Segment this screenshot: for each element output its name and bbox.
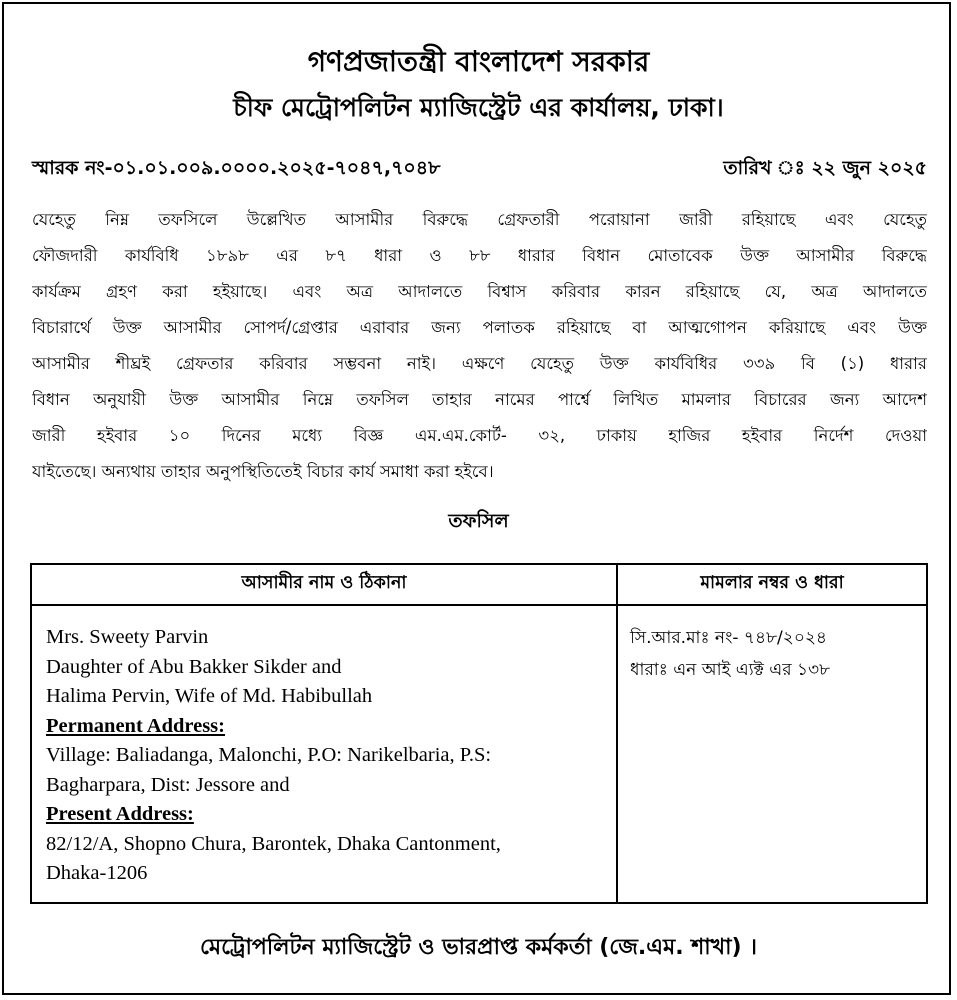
header-case: মামলার নম্বর ও ধারা [617,564,927,605]
present-address-cont: Dhaka-1206 [46,862,148,884]
permanent-address: Village: Baliadanga, Malonchi, P.O: Narikelbaria, P.S: [46,744,492,766]
memo-date: তারিখ ঃ ২২ জুন ২০২৫ [723,157,927,179]
permanent-address-label: Permanent Address: [46,714,225,737]
government-title: গণপ্রজাতন্ত্রী বাংলাদেশ সরকার [307,45,650,78]
body-paragraph [32,202,927,490]
case-cell [617,605,927,903]
accused-cell [31,605,617,903]
case-section: ধারাঃ এন আই এ্যক্ট এর ১৩৮ [630,660,831,680]
permanent-address-cont: Bagharpara, Dist: Jessore and [46,773,290,796]
body-line: যেহেতু নিম্ন তফসিলে উল্লেখিত আসামীর বিরুদ্ধে গ্রেফতারী পরোয়ানা জারী রহিয়াছে এবং যেহেতু [32,210,927,229]
body-line: আসামীর শীঘ্রই গ্রেফতার করিবার সম্ভবনা নাই। এক্ষণে যেহেতু উক্ত কার্যবিধির ৩৩৯ বি (১) ধারার [32,354,927,373]
present-address-label: Present Address: [46,803,194,825]
header-accused: আসামীর নাম ও ঠিকানা [31,564,617,605]
case-number: সি.আর.মাঃ নং- ৭৪৮/২০২৪ [630,628,827,648]
accused-parents-cont: Halima Pervin, Wife of Md. Habibullah [46,685,373,707]
memo-number: স্মারক নং-০১.০১.০০৯.০০০০.২০২৫-৭০৪৭,৭০৪৮ [32,157,441,179]
body-line: যাইতেছে। অন্যথায় তাহার অনুপস্থিতিতেই বিচার কার্য সমাধা করা হইবে। [32,462,494,481]
body-line: ফৌজদারী কার্যবিধি ১৮৯৮ এর ৮৭ ধারা ও ৮৮ ধারার বিধান মোতাবেক উক্ত আসামীর বিরুদ্ধে [32,246,927,265]
memo-row [32,154,927,186]
office-title: চীফ মেট্রোপলিটন ম্যাজিস্ট্রেট এর কার্যালয়, ঢাকা। [233,93,724,122]
body-line: জারী হইবার ১০ দিনের মধ্যে বিজ্ঞ এম.এম.কোর্ট- ৩২, ঢাকায় হাজির হইবার নির্দেশ দেওয়া [32,426,927,445]
body-line: বিধান অনুযায়ী উক্ত আসামীর নিম্নে তফসিল তাহার নামের পার্শ্বে লিখিত মামলার বিচারের জন্য আদেশ [32,390,927,409]
accused-name: Mrs. Sweety Parvin [46,626,209,648]
present-address: 82/12/A, Shopno Chura, Barontek, Dhaka Cantonment, [46,832,501,855]
signatory-line: মেট্রোপলিটন ম্যাজিস্ট্রেট ও ভারপ্রাপ্ত কর্মকর্তা (জে.এম. শাখা) । [199,935,758,960]
table-header-row [31,564,927,605]
table-row [31,605,927,903]
schedule-table [30,563,928,904]
body-line: বিচারার্থে উক্ত আসামীর সোপর্দ/গ্রেপ্তার এরাবার জন্য পলাতক রহিয়াছে বা আত্মগোপন করিয়াছে এবং উক্ত [32,318,927,337]
accused-parents: Daughter of Abu Bakker Sikder and [46,655,342,678]
schedule-title: তফসিল [448,510,509,532]
body-line: কার্যক্রম গ্রহণ করা হইয়াছে। এবং অত্র আদালতে বিশ্বাস করিবার কারন রহিয়াছে যে, অত্র আদালতে [32,282,927,301]
